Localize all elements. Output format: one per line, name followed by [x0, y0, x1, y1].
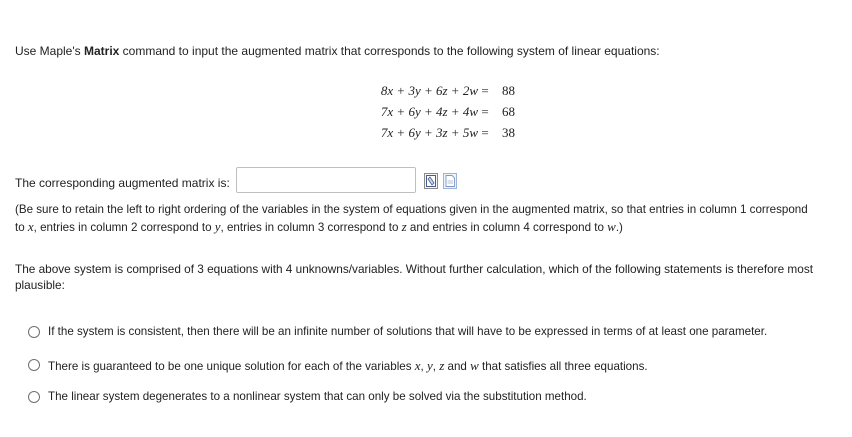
var-y: y [214, 219, 221, 234]
option-radio[interactable] [28, 391, 40, 403]
var-x: x [27, 219, 34, 234]
var-y: y [426, 358, 433, 373]
statement-line1: The above system is comprised of 3 equations with 4 unknowns/variables. Without further calculation, which of the following statements is therefore most [15, 262, 813, 276]
option-radio[interactable] [28, 359, 40, 371]
equals-sign: = [481, 83, 489, 98]
equation-rhs: 68 [502, 104, 515, 119]
option-label: If the system is consistent, then there will be an infinite number of solutions that will have to be expressed in terms of at least one parameter. [48, 325, 768, 338]
matrix-command: Matrix [83, 44, 120, 58]
statement-line2: plausible: [15, 278, 65, 292]
var-w: w [607, 219, 616, 234]
augmented-matrix-input[interactable] [236, 167, 416, 193]
equals-sign: = [481, 125, 489, 140]
equation-lhs: 7x + 6y + 3z + 5w [380, 125, 478, 140]
equation-rhs: 38 [502, 125, 515, 140]
equation-rhs: 88 [502, 83, 515, 98]
option-radio[interactable] [28, 326, 40, 338]
equation-lhs: 8x + 3y + 6z + 2w [380, 83, 478, 98]
question-intro: Use Maple's Matrix command to input the augmented matrix that corresponds to the following system of linear equations: [15, 44, 660, 58]
var-z: z [401, 219, 407, 234]
option-label: The linear system degenerates to a nonlinear system that can only be solved via the substitution method. [48, 390, 587, 403]
equals-sign: = [481, 104, 489, 119]
ordering-note-line2: to x, entries in column 2 correspond to y, entries in column 3 correspond to z and entries in column 4 correspond to w.) [15, 219, 623, 234]
ordering-note-line1: (Be sure to retain the left to right ordering of the variables in the system of equations given in the augmented matrix, so that entries in column 1 correspond [15, 203, 808, 216]
option-label: There is guaranteed to be one unique solution for each of the variables x, y, z and w that satisfies all three equations. [48, 358, 648, 373]
var-x: x [414, 358, 421, 373]
answer-label: The corresponding augmented matrix is: [15, 176, 230, 190]
matrix-preview-icon[interactable] [424, 173, 438, 189]
document-icon[interactable] [443, 173, 457, 189]
equation-lhs: 7x + 6y + 4z + 4w [380, 104, 478, 119]
var-w: w [470, 358, 479, 373]
var-z: z [439, 358, 445, 373]
